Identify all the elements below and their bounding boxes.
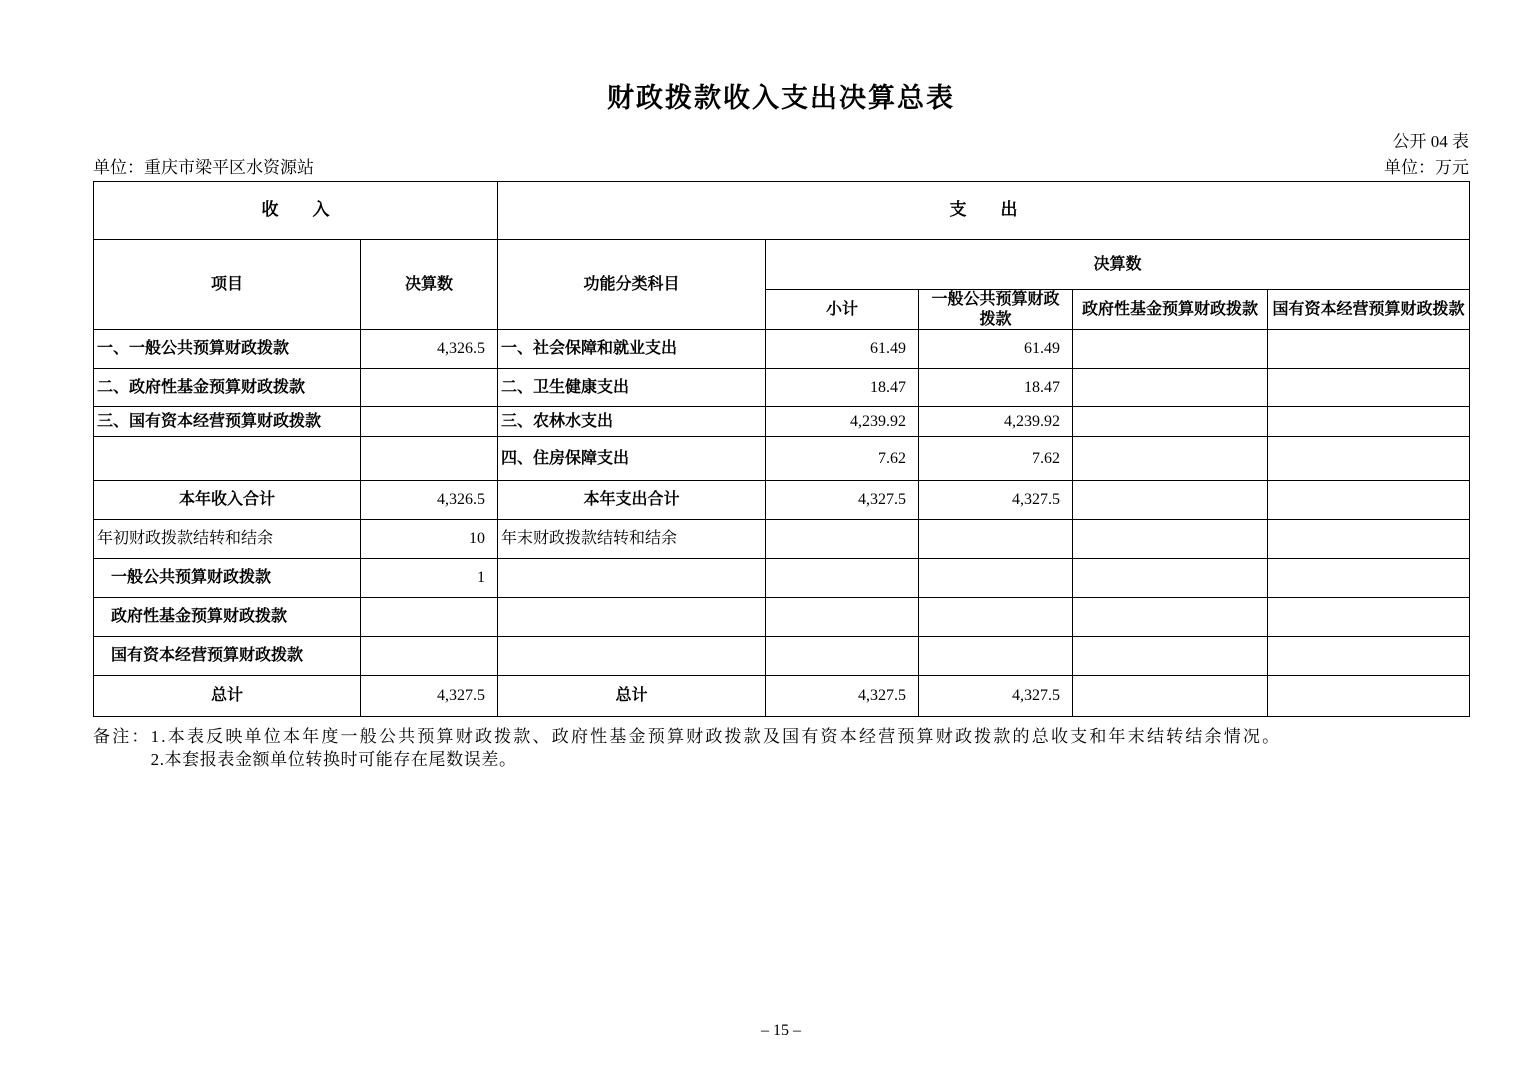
subtotal-value-cell: 4,327.5 xyxy=(766,676,919,717)
page-number: – 15 – xyxy=(761,1022,801,1039)
state-capital-value-cell xyxy=(1268,407,1470,437)
gov-fund-value-cell xyxy=(1073,369,1268,407)
notes-content xyxy=(151,726,1282,772)
income-value-cell: 10 xyxy=(361,520,498,559)
gov-fund-value-cell xyxy=(1073,637,1268,676)
final-group-header: 决算数 xyxy=(766,240,1470,290)
expense-item-cell xyxy=(498,598,766,637)
subtotal-value-cell: 4,239.92 xyxy=(766,407,919,437)
state-capital-value-cell xyxy=(1268,481,1470,520)
income-value-cell: 4,326.5 xyxy=(361,330,498,369)
expense-item-cell: 总计 xyxy=(498,676,766,717)
expense-item-cell xyxy=(498,637,766,676)
doc-label: 公开 04 表 xyxy=(1392,132,1469,151)
general-budget-column-header: 一般公共预算财政拨款 xyxy=(919,290,1073,330)
income-item-cell: 国有资本经营预算财政拨款 xyxy=(94,637,361,676)
general-budget-value-cell: 4,239.92 xyxy=(919,407,1073,437)
subtotal-value-cell xyxy=(766,637,919,676)
state-capital-value-cell xyxy=(1268,637,1470,676)
table-row xyxy=(94,520,1470,559)
income-item-cell: 政府性基金预算财政拨款 xyxy=(94,598,361,637)
document-page xyxy=(93,0,1469,772)
general-budget-value-cell xyxy=(919,559,1073,598)
general-budget-value-cell: 7.62 xyxy=(919,437,1073,481)
table-row xyxy=(94,369,1470,407)
unit-currency: 单位：万元 xyxy=(1384,158,1469,177)
table-row xyxy=(94,437,1470,481)
expense-item-cell: 年末财政拨款结转和结余 xyxy=(498,520,766,559)
income-item-cell: 一、一般公共预算财政拨款 xyxy=(94,330,361,369)
subtotal-value-cell: 4,327.5 xyxy=(766,481,919,520)
subtotal-value-cell xyxy=(766,598,919,637)
general-budget-value-cell: 4,327.5 xyxy=(919,481,1073,520)
state-capital-column-header: 国有资本经营预算财政拨款 xyxy=(1268,290,1470,330)
gov-fund-value-cell xyxy=(1073,559,1268,598)
general-budget-value-cell: 4,327.5 xyxy=(919,676,1073,717)
subtotal-value-cell xyxy=(766,559,919,598)
state-capital-value-cell xyxy=(1268,369,1470,407)
income-value-cell: 1 xyxy=(361,559,498,598)
expense-section-header: 支 出 xyxy=(498,182,1470,240)
expense-item-cell: 一、社会保障和就业支出 xyxy=(498,330,766,369)
income-item-cell: 年初财政拨款结转和结余 xyxy=(94,520,361,559)
table-row xyxy=(94,637,1470,676)
general-budget-value-cell xyxy=(919,598,1073,637)
table-row xyxy=(94,407,1470,437)
income-item-cell: 三、国有资本经营预算财政拨款 xyxy=(94,407,361,437)
state-capital-value-cell xyxy=(1268,520,1470,559)
gov-fund-value-cell xyxy=(1073,481,1268,520)
state-capital-value-cell xyxy=(1268,598,1470,637)
note-line-1: 1.本表反映单位本年度一般公共预算财政拨款、政府性基金预算财政拨款及国有资本经营预算财政拨款的总收支和年末结转结余情况。 xyxy=(150,727,1282,746)
subtotal-value-cell: 61.49 xyxy=(766,330,919,369)
income-final-column-header: 决算数 xyxy=(361,240,498,330)
notes-block xyxy=(93,726,1469,772)
income-section-header: 收 入 xyxy=(94,182,498,240)
page-title: 财政拨款收入支出决算总表 xyxy=(607,83,955,113)
gov-fund-value-cell xyxy=(1073,520,1268,559)
gov-fund-column-header: 政府性基金预算财政拨款 xyxy=(1073,290,1268,330)
unit-name: 单位：重庆市梁平区水资源站 xyxy=(93,158,314,177)
subtotal-value-cell xyxy=(766,520,919,559)
state-capital-value-cell xyxy=(1268,559,1470,598)
expense-item-cell: 二、卫生健康支出 xyxy=(498,369,766,407)
income-value-cell xyxy=(361,598,498,637)
table-row xyxy=(94,481,1470,520)
income-value-cell xyxy=(361,437,498,481)
gov-fund-value-cell xyxy=(1073,676,1268,717)
subtotal-value-cell: 7.62 xyxy=(766,437,919,481)
table-row xyxy=(94,598,1470,637)
gov-fund-value-cell xyxy=(1073,598,1268,637)
state-capital-value-cell xyxy=(1268,676,1470,717)
expense-item-cell: 四、住房保障支出 xyxy=(498,437,766,481)
gov-fund-value-cell xyxy=(1073,330,1268,369)
subtotal-value-cell: 18.47 xyxy=(766,369,919,407)
expense-item-cell: 本年支出合计 xyxy=(498,481,766,520)
general-budget-value-cell: 18.47 xyxy=(919,369,1073,407)
income-item-cell: 本年收入合计 xyxy=(94,481,361,520)
gov-fund-value-cell xyxy=(1073,407,1268,437)
unit-row xyxy=(93,153,1469,178)
fiscal-summary-table xyxy=(93,181,1470,717)
general-budget-value-cell: 61.49 xyxy=(919,330,1073,369)
subtotal-column-header: 小计 xyxy=(766,290,919,330)
income-item-cell: 二、政府性基金预算财政拨款 xyxy=(94,369,361,407)
expense-item-cell: 三、农林水支出 xyxy=(498,407,766,437)
income-value-cell xyxy=(361,637,498,676)
income-item-cell: 总计 xyxy=(94,676,361,717)
note-line-2: 2.本套报表金额单位转换时可能存在尾数误差。 xyxy=(150,749,517,769)
income-item-cell xyxy=(94,437,361,481)
income-item-cell: 一般公共预算财政拨款 xyxy=(94,559,361,598)
notes-prefix: 备注： xyxy=(93,727,151,746)
item-column-header: 项目 xyxy=(94,240,361,330)
gov-fund-value-cell xyxy=(1073,437,1268,481)
expense-item-cell xyxy=(498,559,766,598)
table-row xyxy=(94,330,1470,369)
state-capital-value-cell xyxy=(1268,330,1470,369)
income-value-cell xyxy=(361,407,498,437)
table-row xyxy=(94,559,1470,598)
function-subject-column-header: 功能分类科目 xyxy=(498,240,766,330)
state-capital-value-cell xyxy=(1268,437,1470,481)
general-budget-value-cell xyxy=(919,520,1073,559)
income-value-cell: 4,327.5 xyxy=(361,676,498,717)
income-value-cell: 4,326.5 xyxy=(361,481,498,520)
income-value-cell xyxy=(361,369,498,407)
general-budget-value-cell xyxy=(919,637,1073,676)
table-row xyxy=(94,676,1470,717)
